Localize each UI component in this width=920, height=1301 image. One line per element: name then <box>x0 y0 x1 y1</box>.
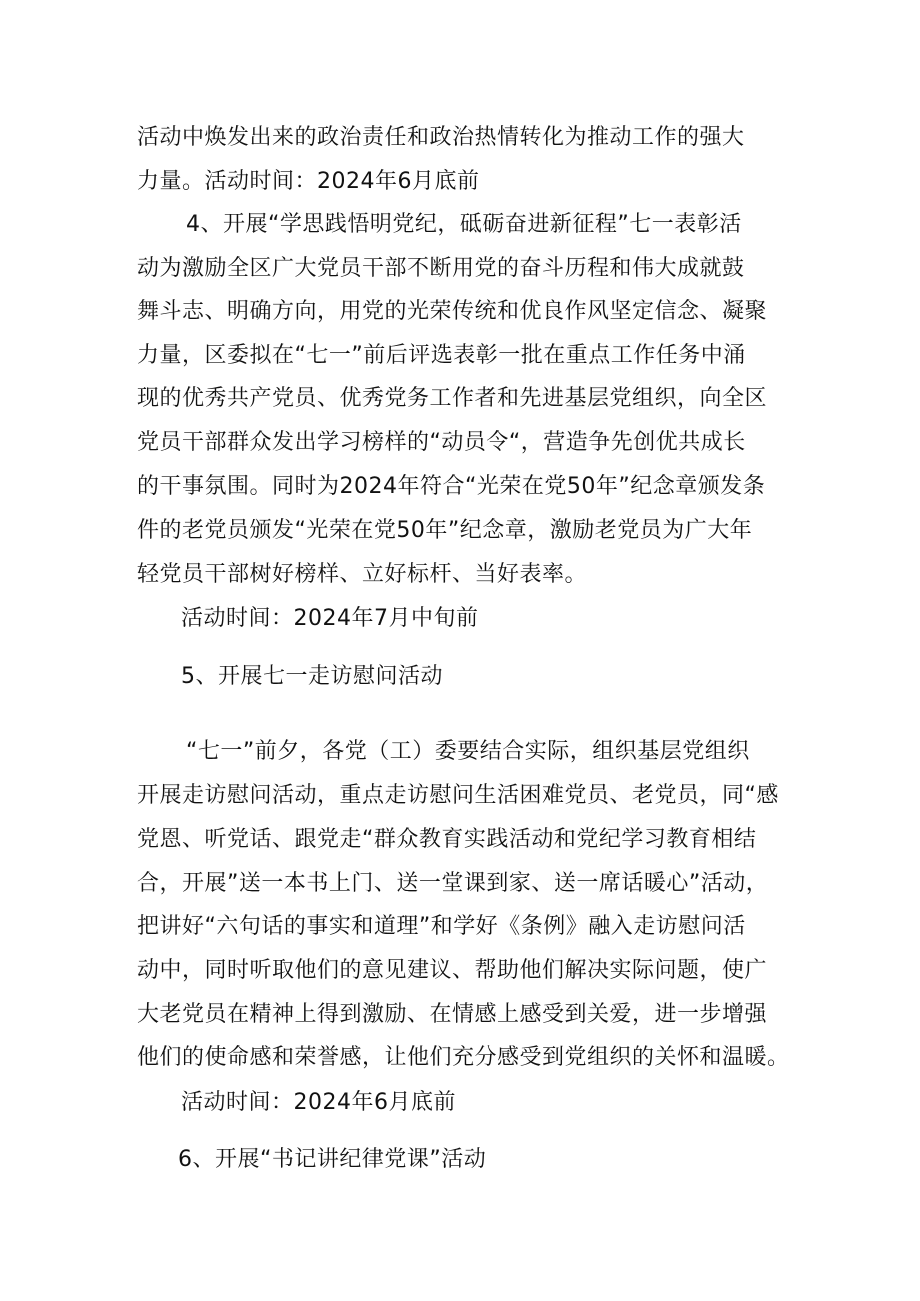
paragraph-line: 力量，区委拟在“七一”前后评选表彰一批在重点工作任务中涌 <box>137 343 746 368</box>
paragraph-line: 大老党员在精神上得到激励、在情感上感受到关爱，进一步增强 <box>137 1002 768 1027</box>
paragraph-line: 活动中焕发出来的政治责任和政治热情转化为推动工作的强大 <box>137 125 745 150</box>
paragraph-line: 他们的使命感和荣誉感，让他们充分感受到党组织的关怀和温暖。 <box>137 1045 790 1070</box>
section-heading: 6、开展“书记讲纪律党课”活动 <box>178 1147 487 1172</box>
paragraph-line: 开展走访慰问活动，重点走访慰问生活困难党员、老党员，同“感 <box>137 783 779 808</box>
paragraph-line: 的干事氛围。同时为2024年符合“光荣在党50年”纪念章颁发条 <box>137 474 766 499</box>
paragraph-line: 动为激励全区广大党员干部不断用党的奋斗历程和伟大成就鼓 <box>137 256 745 281</box>
section-heading: 4、开展“学思践悟明党纪，砥砺奋进新征程”七一表彰活 <box>186 212 742 237</box>
paragraph-line: 党员干部群众发出学习榜样的“动员令“，营造争先创优共成长 <box>137 430 746 455</box>
paragraph-line: 力量。活动时间：2024年6月底前 <box>137 169 480 194</box>
paragraph-line: “七一”前夕，各党（工）委要结合实际，组织基层党组织 <box>186 739 750 764</box>
paragraph-line: 动中，同时听取他们的意见建议、帮助他们解决实际问题，使广 <box>137 958 768 983</box>
paragraph-line: 件的老党员颁发“光荣在党50年”纪念章，激励老党员为广大年 <box>137 518 753 543</box>
paragraph-line: 党恩、听党话、跟党走“群众教育实践活动和党纪学习教育相结 <box>137 827 757 852</box>
activity-time: 活动时间：2024年6月底前 <box>181 1090 456 1115</box>
paragraph-line: 合，开展”送一本书上门、送一堂课到家、送一席话暖心”活动， <box>137 871 769 896</box>
paragraph-line: 轻党员干部树好榜样、立好标杆、当好表率。 <box>137 562 588 587</box>
activity-time: 活动时间：2024年7月中旬前 <box>181 606 479 631</box>
section-heading: 5、开展七一走访慰问活动 <box>181 664 443 689</box>
paragraph-line: 把讲好“六句话的事实和道理”和学好《条例》融入走访慰问活 <box>137 914 746 939</box>
paragraph-line: 现的优秀共产党员、优秀党务工作者和先进基层党组织，向全区 <box>137 386 768 411</box>
paragraph-line: 舞斗志、明确方向，用党的光荣传统和优良作风坚定信念、凝聚 <box>137 299 768 324</box>
